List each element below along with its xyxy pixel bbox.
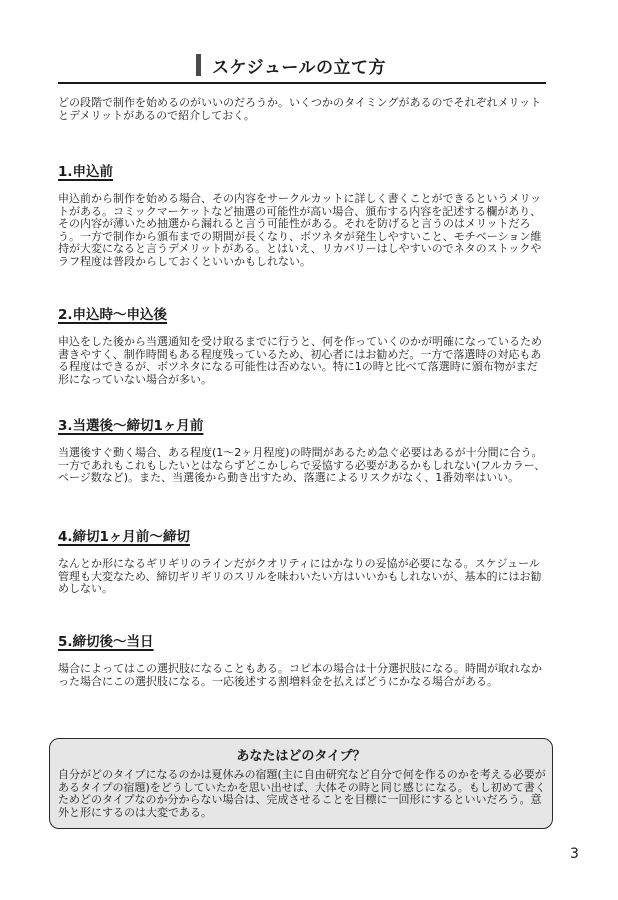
page-title: スケジュールの立て方 (212, 58, 386, 78)
section-heading-5: 5.締切後〜当日 (58, 634, 154, 650)
section-body-4: なんとか形になるギリギリのラインだがクオリティにはかなりの妥協が必要になる。スケジュール管理も大変なため、締切ギリギリのスリルを味わいたい方はいいかもしれないが、基本的にはお勧めしない。 (58, 557, 542, 596)
intro-paragraph: どの段階で制作を始めるのがいいのだろうか。いくつかのタイミングがあるのでそれぞれメリットとデメリットがあるので紹介しておく。 (58, 96, 542, 122)
callout-body: 自分がどのタイプになるのかは夏休みの宿題(主に自由研究など自分で何を作るのかを考える必要があるタイプの宿題)をどうしていたかを思い出せば、大体その時と同じ感じになる。もし初めて書くためどのタイプなのか分からない場合は、完成させることを目標に一回形にするといいだろう。意外と形にするのは大変である。 (58, 768, 546, 819)
section-heading-2: 2.申込時〜申込後 (58, 307, 168, 323)
section-body-2: 申込をした後から当選通知を受け取るまでに行うと、何を作っていくのかが明確になっているため書きやすく、制作時間もある程度残っているため、初心者にはお勧めだ。一方で落選時の対応もある程度はできるが、ボツネタになる可能性は否めない。特に1の時と比べて落選時に頒布物がまだ形になっていない場合が多い。 (58, 335, 542, 386)
section-body-1: 申込前から制作を始める場合、その内容をサークルカットに詳しく書くことができるというメリットがある。コミックマーケットなど抽選の可能性が高い場合、頒布する内容を記述する欄があり、その内容が薄いため抽選から漏れると言う可能性がある。それを防げると言うのはメリットだろう。一方で制作から頒布までの期間が長くなり、ボツネタが発生しやすいこと、モチベーション維持が大変になると言うデメリットがある。とはいえ、リカバリーはしやすいのでネタのストックやラフ程度は普段からしておくといいかもしれない。 (58, 192, 542, 268)
section-heading-1: 1.申込前 (58, 164, 114, 180)
page-number: 3 (570, 846, 579, 862)
callout-title: あなたはどのタイプ？ (236, 749, 366, 764)
section-heading-4: 4.締切1ヶ月前〜締切 (58, 529, 190, 545)
section-heading-3: 3.当選後〜締切1ヶ月前 (58, 418, 204, 434)
callout-box (49, 738, 553, 829)
page-header (58, 50, 546, 84)
section-body-5: 場合によってはこの選択肢になることもある。コピ本の場合は十分選択肢になる。時間が取れなかった場合にこの選択肢になる。一応後述する割増料金を払えばどうにかなる場合がある。 (58, 662, 542, 688)
title-accent-bar (196, 54, 201, 76)
section-body-3: 当選後すぐ動く場合、ある程度(1〜2ヶ月程度)の時間があるため急ぐ必要はあるが十分間に合う。一方であれもこれもしたいとはならずどこかしらで妥協する必要があるかもしれない(フルカラー、ページ数など)。また、当選後から動き出すため、落選によるリスクがなく、1番効率はいい。 (58, 446, 546, 485)
